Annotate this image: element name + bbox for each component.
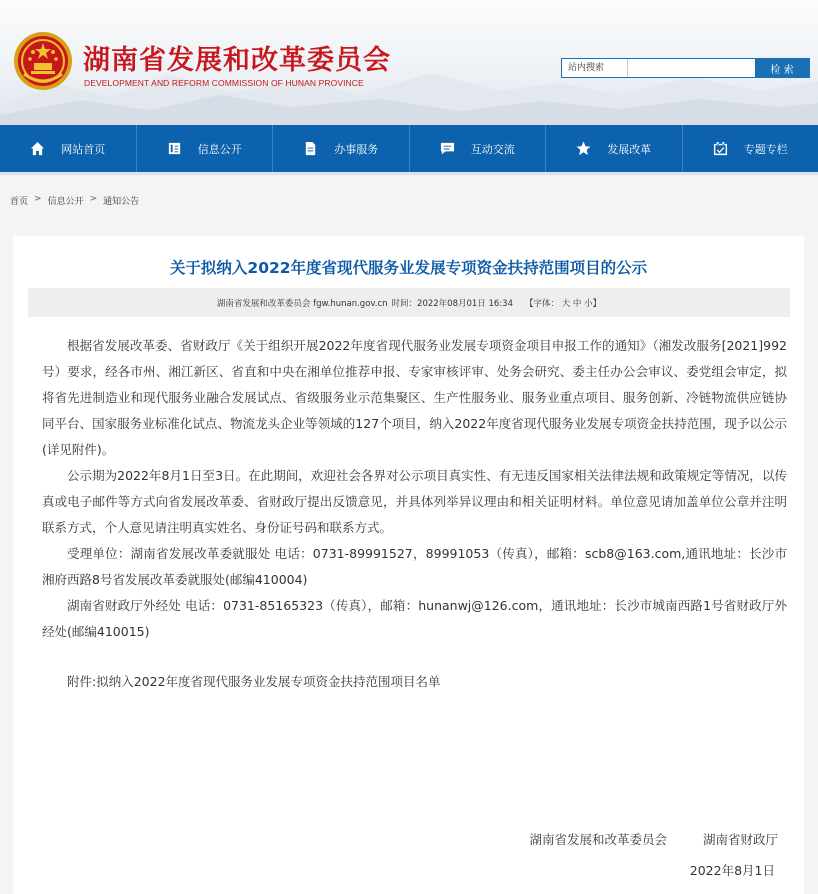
signature-date: 2022年8月1日 — [689, 863, 775, 878]
breadcrumb-notices[interactable]: 通知公告 — [103, 197, 140, 207]
nav-item-home[interactable] — [0, 125, 137, 172]
signatures — [529, 830, 778, 848]
search-box — [561, 58, 810, 78]
font-size-selector[interactable]: 【字体： 大 中 小】 — [525, 298, 602, 309]
nav-divider — [0, 172, 818, 175]
article-title: 关于拟纳入2022年度省现代服务业发展专项资金扶持范围项目的公示 — [169, 259, 648, 277]
article-body — [42, 333, 787, 695]
body-paragraph: 根据省发展改革委、省财政厅《关于组织开展2022年度省现代服务业发展专项资金项目申报工作的通知》（湘发改服务[2021]992号）要求，经各市州、湘江新区、省直和中央在湘单位推荐申报、专家审核评审、处务会研究、委主任办公会审议、委党组会审定，拟将省先进制造业和现代服务业融合发展试点、省级服务业示范集聚区、生产性服务业、服务业重点项目、服务创新、冷链物流供应链协同平台、国家服务业标准化试点、物流龙头企业等领域的127个项目，纳入2022年度省现代服务业发展专项资金扶持范围，现予以公示(详见附件)。 — [42, 338, 787, 457]
body-paragraph: 公示期为2022年8月1日至3日。在此期间，欢迎社会各界对公示项目真实性、有无违反国家相关法律法规和政策规定等情况，以传真或电子邮件等方式向省发展改革委、省财政厅提出反馈意见，并具体列举异议理由和相关证明材料。单位意见请加盖单位公章并注明联系方式，个人意见请注明真实姓名、身份证号码和联系方式。 — [42, 468, 787, 535]
site-subtitle: DEVELOPMENT AND REFORM COMMISSION OF HUNAN PROVINCE — [84, 78, 364, 88]
search-button[interactable]: 检 索 — [755, 59, 809, 77]
checkbox-icon — [713, 141, 728, 156]
signature-finance: 湖南省财政厅 — [702, 832, 778, 847]
nav-item-reform[interactable] — [546, 125, 683, 172]
breadcrumb — [10, 194, 139, 207]
nav-item-special-topics[interactable] — [683, 125, 818, 172]
chat-icon — [440, 141, 455, 156]
breadcrumb-separator: > — [89, 194, 98, 204]
nav-item-interaction[interactable] — [410, 125, 547, 172]
site-title: 湖南省发展和改革委员会 — [83, 45, 391, 76]
breadcrumb-home[interactable]: 首页 — [10, 197, 29, 207]
attachment-link[interactable]: 附件:拟纳入2022年度省现代服务业发展专项资金扶持范围项目名单 — [67, 674, 441, 689]
star-icon — [576, 141, 591, 156]
search-input[interactable] — [628, 59, 755, 77]
breadcrumb-info-disclosure[interactable]: 信息公开 — [47, 197, 84, 207]
article-panel — [13, 236, 804, 894]
meta-source: 湖南省发展和改革委员会 fgw.hunan.gov.cn — [216, 298, 388, 309]
body-paragraph: 受理单位：湖南省发展改革委就服处 电话：0731-89991527，89991053（传真），邮箱：scb8@163.com,通讯地址：长沙市湘府西路8号省发展改革委就服处(邮编410004) — [42, 546, 787, 587]
site-header — [0, 0, 818, 125]
nav-item-label: 办事服务 — [334, 142, 379, 156]
meta-time: 时间：2022年08月01日 16:34 — [391, 298, 513, 309]
nav-item-label: 信息公开 — [197, 142, 242, 156]
search-label: 站内搜索 — [562, 59, 628, 77]
nav-item-label: 发展改革 — [607, 142, 652, 156]
home-icon — [30, 141, 45, 156]
body-paragraph: 湖南省财政厅外经处 电话：0731-85165323（传真），邮箱：hunanwj@126.com，通讯地址：长沙市城南西路1号省财政厅外经处(邮编410015) — [42, 598, 787, 639]
article-meta — [28, 288, 790, 317]
book-icon — [167, 141, 182, 156]
national-emblem-icon — [12, 30, 74, 92]
main-nav — [0, 125, 818, 172]
nav-item-label: 专题专栏 — [743, 142, 788, 156]
signature-ndrc: 湖南省发展和改革委员会 — [529, 832, 667, 847]
breadcrumb-separator: > — [34, 194, 42, 204]
document-icon — [303, 141, 318, 156]
nav-item-label: 网站首页 — [61, 142, 106, 156]
nav-item-label: 互动交流 — [470, 142, 515, 156]
nav-item-info-disclosure[interactable] — [137, 125, 274, 172]
nav-item-services[interactable] — [273, 125, 410, 172]
